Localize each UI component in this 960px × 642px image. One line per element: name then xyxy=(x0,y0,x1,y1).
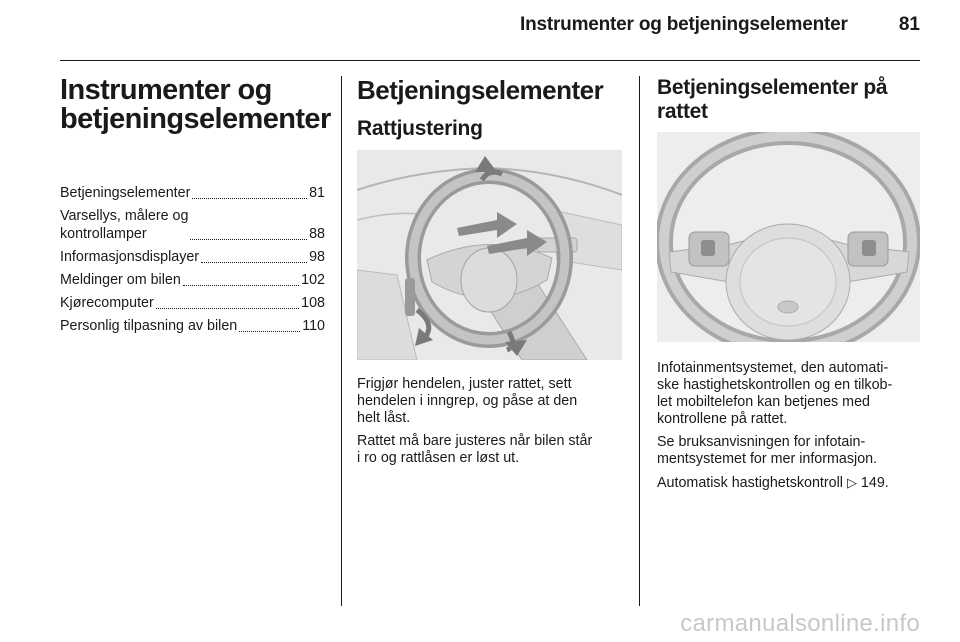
chapter-column xyxy=(60,74,331,340)
steering-adjustment-illustration xyxy=(357,150,622,360)
section-title-text: Betjeningselementer på rattet xyxy=(657,76,888,123)
toc-item-page: 110 xyxy=(302,318,325,334)
steering-wheel-controls-illustration xyxy=(657,132,920,342)
toc-item-page: 98 xyxy=(309,249,325,265)
toc-leader-dots xyxy=(201,261,307,263)
page-reference-arrow-icon: ▷ xyxy=(846,475,857,490)
section-title xyxy=(657,76,920,124)
toc-item-page: 108 xyxy=(301,295,325,311)
toc-item[interactable] xyxy=(60,294,325,312)
toc-leader-dots xyxy=(239,330,300,332)
toc-item[interactable] xyxy=(60,207,325,243)
steering-controls-text xyxy=(657,360,920,492)
toc-item-page: 88 xyxy=(309,226,325,242)
steering-wheel-adjust-icon xyxy=(357,150,622,360)
toc-item-title: Informasjonsdisplayer xyxy=(60,249,200,265)
page-number: 81 xyxy=(898,14,920,35)
toc-leader-dots xyxy=(183,284,299,286)
steering-adjustment-column xyxy=(357,76,622,473)
toc-item-title: Meldinger om bilen xyxy=(60,272,181,288)
section-title: Betjeningselementer xyxy=(357,75,604,105)
toc-item[interactable] xyxy=(60,184,325,202)
header-rule xyxy=(60,60,920,61)
cross-reference-page: 149. xyxy=(860,475,889,491)
toc-item-title: Personlig tilpasning av bilen xyxy=(60,318,238,334)
toc-item[interactable] xyxy=(60,248,325,266)
cross-reference[interactable] xyxy=(657,474,920,492)
toc-item[interactable] xyxy=(60,271,325,289)
steering-adjustment-text xyxy=(357,376,622,467)
toc-item-title: Kjørecomputer xyxy=(60,295,154,311)
cross-reference-text: Automatisk hastighetskontroll xyxy=(657,475,843,491)
watermark-text: carmanualsonline.info xyxy=(680,610,920,637)
toc-item-title: Varsellys, målere og kontrollamper xyxy=(60,208,189,242)
toc-leader-dots xyxy=(156,307,299,309)
toc-item-page: 102 xyxy=(301,272,325,288)
steering-wheel-controls-column xyxy=(657,76,920,498)
toc-item-page: 81 xyxy=(309,185,325,201)
chapter-title xyxy=(60,74,331,135)
chapter-title-text: Instrumenter og betjeningselementer xyxy=(60,74,331,135)
paragraph: Frigjør hendelen, juster rattet, sett hendelen i inngrep, og påse at den helt låst. xyxy=(357,376,578,426)
toc-leader-dots xyxy=(192,197,307,199)
paragraph: Se bruksanvisningen for infotain- mentsystemet for mer informasjon. xyxy=(657,434,878,467)
toc-item-title: Betjeningselementer xyxy=(60,185,191,201)
toc-leader-dots xyxy=(190,238,307,240)
steering-wheel-icon xyxy=(657,132,920,342)
running-header-title: Instrumenter og betjeningselementer xyxy=(520,14,848,35)
column-divider-2 xyxy=(639,76,640,606)
paragraph: Rattet må bare justeres når bilen står i ro og rattlåsen er løst ut. xyxy=(357,433,593,466)
subsection-title: Rattjustering xyxy=(357,117,483,140)
paragraph: Infotainmentsystemet, den automati- ske hastighetskontrollen og en tilkob- let mobiltelefon kan betjenes med kontrollene på rattet. xyxy=(657,360,893,427)
toc-item[interactable] xyxy=(60,317,325,335)
column-divider-1 xyxy=(341,76,342,606)
table-of-contents xyxy=(60,184,325,335)
